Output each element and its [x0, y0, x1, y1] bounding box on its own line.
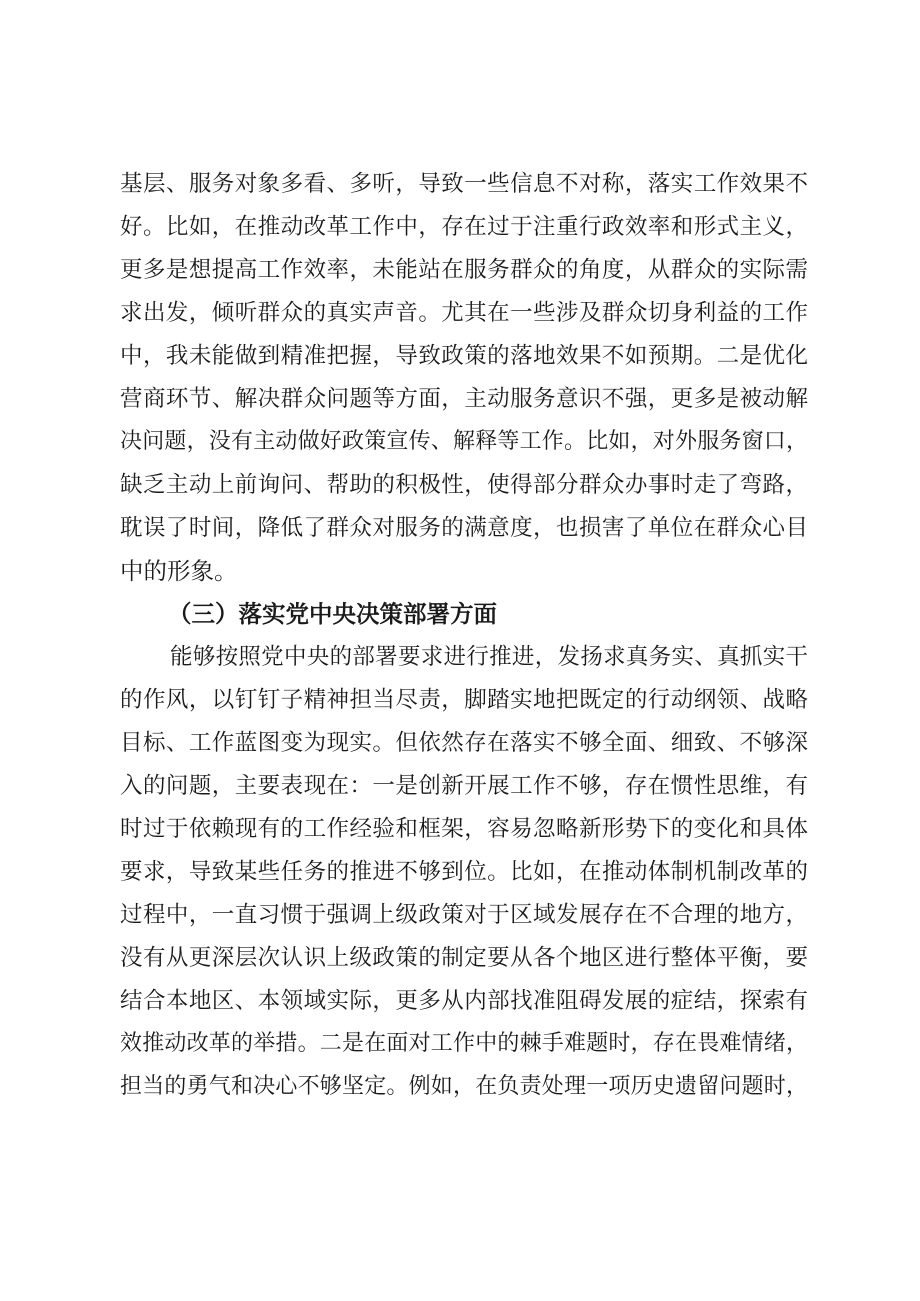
- paragraph-line: 求出发，倾听群众的真实声音。尤其在一些涉及群众切身利益的工作: [120, 300, 808, 326]
- paragraph-line: 入的问题，主要表现在：一是创新开展工作不够，存在惯性思维，有: [120, 773, 808, 799]
- paragraph-line: 能够按照党中央的部署要求进行推进，发扬求真务实、真抓实干: [170, 644, 808, 670]
- paragraph-line: 营商环节、解决群众问题等方面，主动服务意识不强，更多是被动解: [120, 386, 808, 412]
- paragraph-line: 过程中，一直习惯于强调上级政策对于区域发展存在不合理的地方，: [120, 902, 808, 928]
- paragraph-line: 基层、服务对象多看、多听，导致一些信息不对称，落实工作效果不: [120, 171, 808, 197]
- paragraph-line: 耽误了时间，降低了群众对服务的满意度，也损害了单位在群众心目: [120, 515, 808, 541]
- paragraph-line: 目标、工作蓝图变为现实。但依然存在落实不够全面、细致、不够深: [120, 730, 808, 756]
- paragraph-line: 好。比如，在推动改革工作中，存在过于注重行政效率和形式主义，: [120, 214, 808, 240]
- paragraph-line: 中，我未能做到精准把握，导致政策的落地效果不如预期。二是优化: [120, 343, 808, 369]
- paragraph-line: 的作风，以钉钉子精神担当尽责，脚踏实地把既定的行动纲领、战略: [120, 687, 808, 713]
- paragraph-line: 结合本地区、本领域实际，更多从内部找准阻碍发展的症结，探索有: [120, 988, 808, 1014]
- paragraph-line: 缺乏主动上前询问、帮助的积极性，使得部分群众办事时走了弯路，: [120, 472, 808, 498]
- paragraph-line: 时过于依赖现有的工作经验和框架，容易忽略新形势下的变化和具体: [120, 816, 808, 842]
- paragraph-line: 没有从更深层次认识上级政策的制定要从各个地区进行整体平衡，要: [120, 945, 808, 971]
- paragraph-line: 更多是想提高工作效率，未能站在服务群众的角度，从群众的实际需: [120, 257, 808, 283]
- paragraph-line: 中的形象。: [120, 557, 238, 585]
- paragraph-line: 决问题，没有主动做好政策宣传、解释等工作。比如，对外服务窗口，: [120, 429, 808, 454]
- paragraph-line: 效推动改革的举措。二是在面对工作中的棘手难题时，存在畏难情绪，: [120, 1031, 808, 1056]
- section-heading: （三）落实党中央决策部署方面: [168, 600, 497, 628]
- paragraph-line: 担当的勇气和决心不够坚定。例如，在负责处理一项历史遗留问题时，: [120, 1074, 808, 1099]
- paragraph-line: 要求，导致某些任务的推进不够到位。比如，在推动体制机制改革的: [120, 859, 808, 885]
